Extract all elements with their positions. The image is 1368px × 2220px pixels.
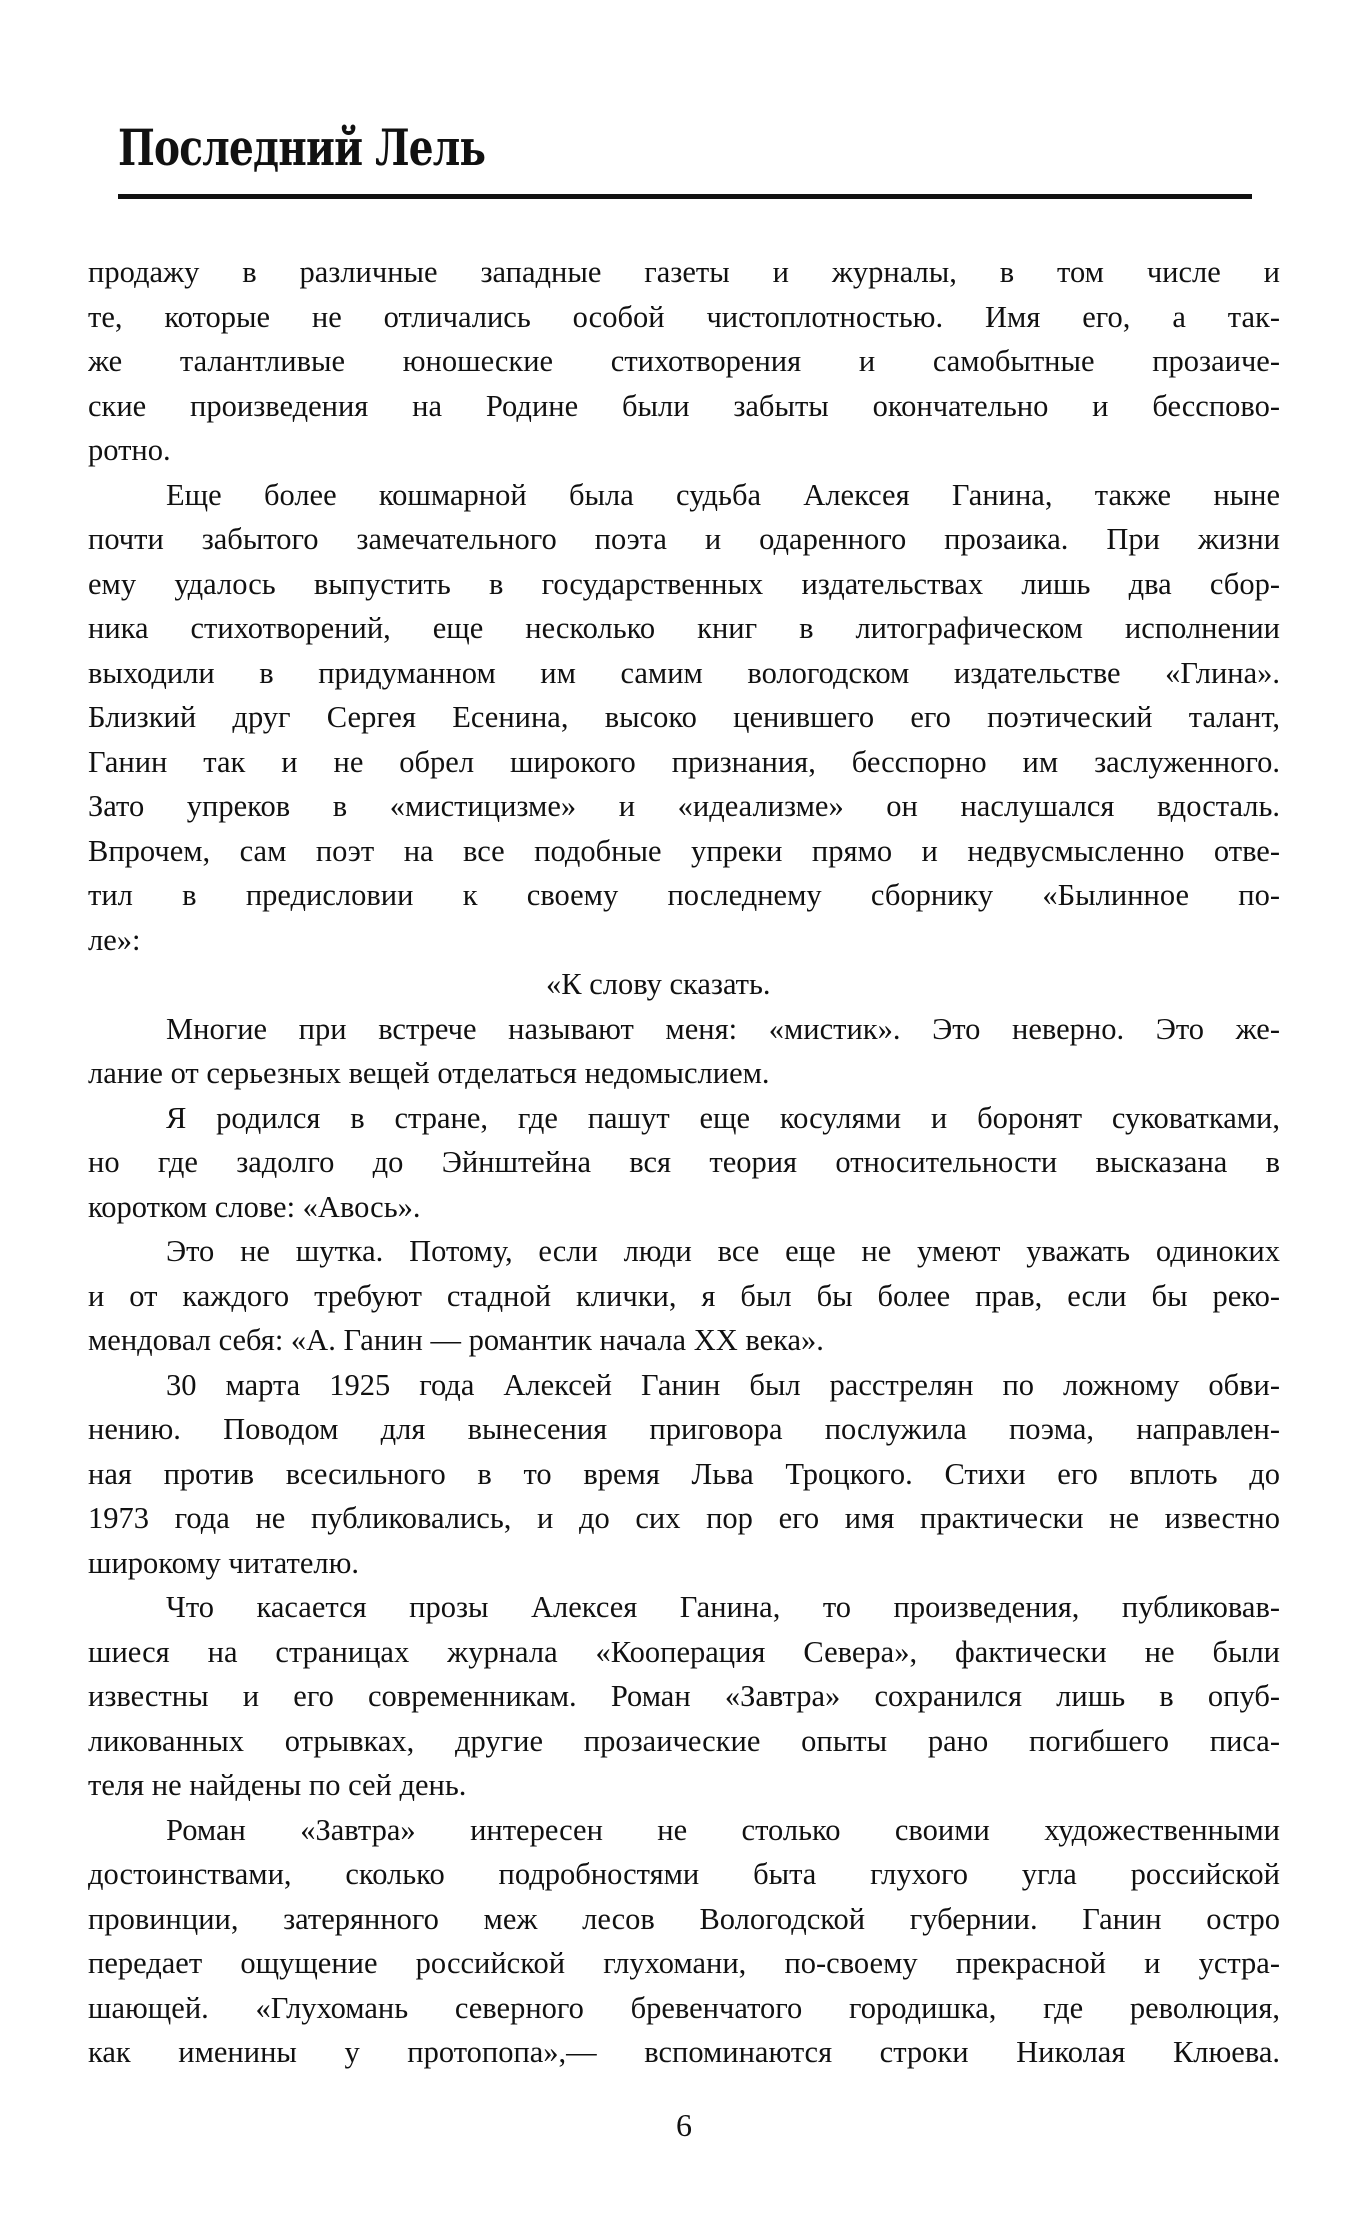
text-line: передает ощущение российской глухомани, по-своему прекрасной и устра-: [88, 1946, 1280, 1980]
text-line: Это не шутка. Потому, если люди все еще не умеют уважать одиноких: [166, 1234, 1280, 1268]
text-line: Роман «Завтра» интересен не столько своими художественными: [166, 1812, 1280, 1847]
text-line: шающей. «Глухомань северного бревенчатого городишка, где революция,: [88, 1990, 1280, 2025]
text-line: тил в предисловии к своему последнему сборнику «Былинное по-: [88, 878, 1280, 912]
text-line: Еще более кошмарной была судьба Алексея Ганина, также ныне: [166, 477, 1280, 512]
text-line: почти забытого замечательного поэта и одаренного прозаика. При жизни: [88, 522, 1280, 556]
text-line: выходили в придуманном им самим вологодском издательстве «Глина».: [88, 655, 1280, 690]
running-header-title: Последний Лель: [118, 118, 486, 177]
text-line: известны и его современникам. Роман «Завтра» сохранился лишь в опуб-: [88, 1679, 1280, 1713]
text-line: же талантливые юношеские стихотворения и самобытные прозаиче-: [88, 344, 1280, 378]
text-line: ликованных отрывках, другие прозаические опыты рано погибшего писа-: [88, 1723, 1280, 1758]
text-line: Многие при встрече называют меня: «мистик». Это неверно. Это же-: [166, 1011, 1280, 1046]
page-number: 6: [676, 2107, 692, 2143]
text-line: Ганин так и не обрел широкого признания, бесспорно им заслуженного.: [88, 744, 1280, 779]
text-line: те, которые не отличались особой чистоплотностью. Имя его, а так-: [88, 299, 1280, 334]
text-line: теля не найдены по сей день.: [88, 1768, 467, 1802]
text-line: широкому читателю.: [88, 1545, 360, 1580]
text-line: достоинствами, сколько подробностями быта глухого угла российской: [88, 1857, 1280, 1891]
text-line: 1973 года не публиковались, и до сих пор его имя практически не известно: [88, 1501, 1280, 1535]
text-line: нению. Поводом для вынесения приговора послужила поэма, направлен-: [88, 1412, 1280, 1446]
text-line: ему удалось выпустить в государственных издательствах лишь два сбор-: [88, 566, 1280, 601]
text-line: Впрочем, сам поэт на все подобные упреки прямо и недвусмысленно отве-: [88, 833, 1280, 868]
text-line: Зато упреков в «мистицизме» и «идеализме» он наслушался вдосталь.: [88, 789, 1280, 823]
body-text: [88, 250, 1280, 2080]
text-line: коротком слове: «Авось».: [88, 1189, 421, 1224]
text-line: шиеся на страницах журнала «Кооперация Севера», фактически не были: [88, 1634, 1280, 1669]
text-line: 30 марта 1925 года Алексей Ганин был расстрелян по ложному обви-: [166, 1367, 1280, 1402]
text-line: как именины у протопопа»,— вспоминаются строки Николая Клюева.: [88, 2035, 1280, 2069]
text-line: провинции, затерянного меж лесов Вологодской губернии. Ганин остро: [88, 1901, 1280, 1936]
header-rule: [118, 194, 1252, 199]
text-line: лание от серьезных вещей отделаться недомыслием.: [88, 1056, 770, 1090]
text-line: ские произведения на Родине были забыты окончательно и бесспово-: [88, 388, 1280, 423]
text-line: и от каждого требуют стадной клички, я был бы более прав, если бы реко-: [88, 1278, 1280, 1313]
text-line: ле»:: [88, 922, 141, 957]
text-line: ная против всесильного в то время Льва Троцкого. Стихи его вплоть до: [88, 1456, 1280, 1491]
text-line: продажу в различные западные газеты и журналы, в том числе и: [88, 255, 1280, 289]
text-line: Близкий друг Сергея Есенина, высоко ценившего его поэтический талант,: [88, 700, 1280, 734]
quote-heading: «К слову сказать.: [546, 967, 771, 1001]
text-line: Я родился в стране, где пашут еще косулями и боронят суковатками,: [166, 1100, 1280, 1135]
text-line: но где задолго до Эйнштейна вся теория относительности высказана в: [88, 1145, 1280, 1179]
text-line: мендовал себя: «А. Ганин — романтик начала XX века».: [88, 1323, 824, 1357]
text-line: ника стихотворений, еще несколько книг в литографическом исполнении: [88, 611, 1280, 645]
text-line: Что касается прозы Алексея Ганина, то произведения, публиковав-: [166, 1590, 1280, 1624]
text-line: ротно.: [88, 433, 171, 467]
